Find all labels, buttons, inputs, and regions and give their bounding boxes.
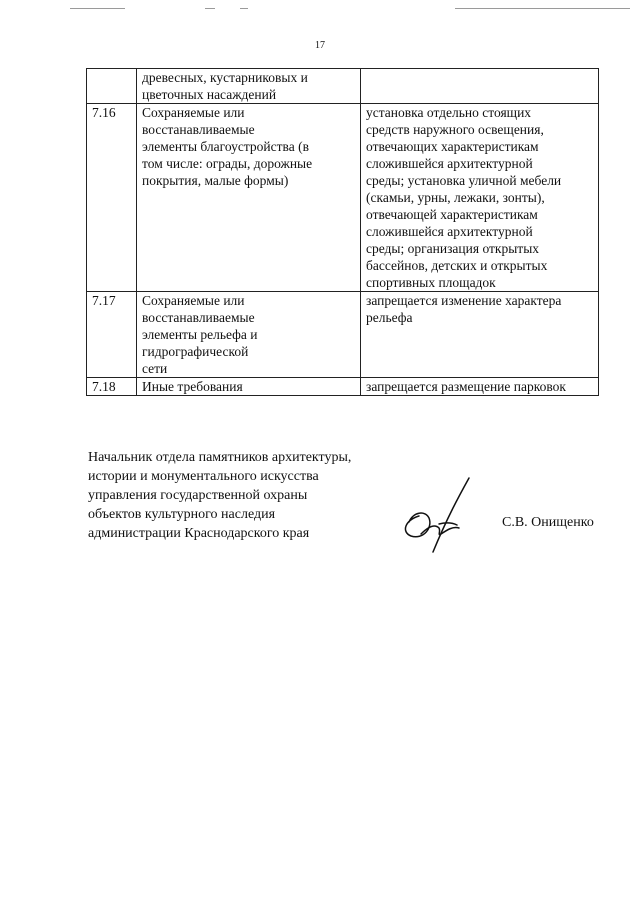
signatory-title-line: Начальник отдела памятников архитектуры, [88,450,352,465]
element-description: древесных, кустарниковых и цветочных насаждений [137,69,361,104]
signatory-title-line: управления государственной охраны [88,488,308,503]
scan-artifact-line [455,8,630,9]
page-number: 17 [315,40,325,51]
item-number [87,69,137,104]
table-row [87,292,599,378]
requirement-text: запрещается изменение характера рельефа [361,292,599,378]
scan-artifact-line [240,8,248,9]
signatory-title-line: администрации Краснодарского края [88,526,310,541]
table-row [87,69,599,104]
signer-name: С.В. Онищенко [502,515,594,530]
item-number: 7.16 [87,104,137,292]
regulations-table [86,68,599,396]
signatory-title-line: истории и монументального искусства [88,469,319,484]
element-description: Сохраняемые или восстанавливаемые элементы рельефа и гидрографической сети [137,292,361,378]
requirement-text: запрещается размещение парковок [361,378,599,396]
requirement-text: установка отдельно стоящих средств наружного освещения, отвечающих характеристикам сложившейся архитектурной среды; установка уличной мебели (скамьи, урны, лежаки, зонты), отвечающей характеристикам сложившейся архитектурной среды; организация открытых бассейнов, детских и открытых спортивных площадок [361,104,599,292]
item-number: 7.17 [87,292,137,378]
item-number: 7.18 [87,378,137,396]
handwritten-signature [395,476,485,556]
scan-artifact-line [70,8,125,9]
signatory-title [88,448,351,543]
table-row [87,378,599,396]
requirement-text [361,69,599,104]
element-description: Иные требования [137,378,361,396]
scan-artifact-line [205,8,215,9]
signatory-title-line: объектов культурного наследия [88,507,276,522]
element-description: Сохраняемые или восстанавливаемые элементы благоустройства (в том числе: ограды, дорожные покрытия, малые формы) [137,104,361,292]
table-row [87,104,599,292]
